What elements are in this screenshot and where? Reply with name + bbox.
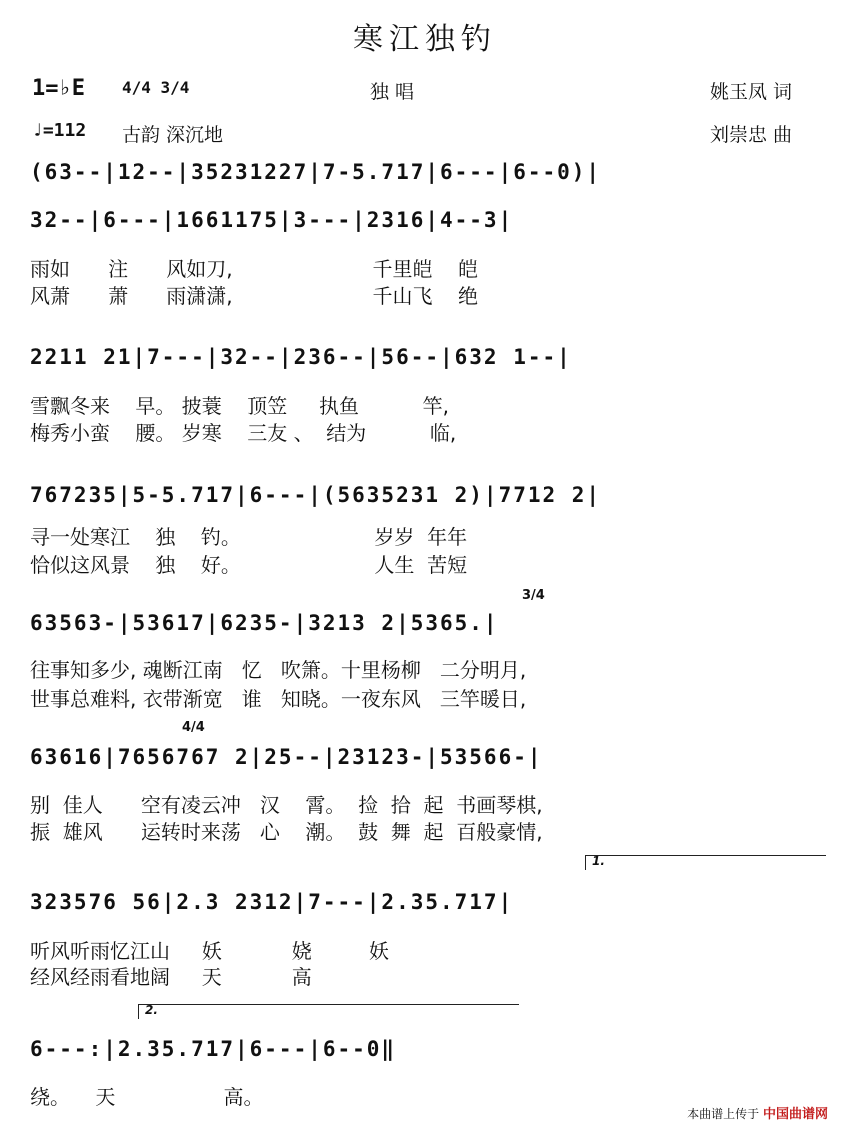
lyric-verse-2: 风萧 萧 雨潇潇, 千山飞 绝	[30, 284, 478, 308]
time-signature: 4/4 3/4	[122, 78, 190, 97]
lyric-verse-1: 绕。 天 高。	[30, 1085, 264, 1109]
notation-line: 63563-|53617|6235-|3213 2|5365.|	[30, 611, 499, 635]
footer-credit	[687, 1103, 828, 1122]
volta-label: 1.	[592, 854, 605, 868]
key-signature: 1=♭E	[32, 76, 85, 101]
lyric-verse-1: 往事知多少, 魂断江南 忆 吹箫。十里杨柳 二分明月,	[30, 658, 527, 682]
notation-line: 6---:|2.35.717|6---|6--0‖	[30, 1037, 397, 1061]
volta-bracket-2	[138, 1004, 519, 1019]
lyric-verse-2: 恰似这风景 独 好。 人生 苦短	[30, 553, 468, 577]
notation-line: 323576 56|2.3 2312|7---|2.35.717|	[30, 890, 514, 914]
song-title: 寒江独钓	[353, 22, 497, 57]
composer-credit: 刘崇忠 曲	[710, 124, 793, 146]
notation-line: 2211 21|7---|32--|236--|56--|632 1--|	[30, 345, 572, 369]
performance-type: 独 唱	[370, 81, 415, 103]
lyricist-credit: 姚玉凤 词	[710, 81, 793, 103]
lyric-verse-2: 振 雄风 运转时来荡 心 潮。 鼓 舞 起 百般豪情,	[30, 820, 543, 844]
volta-label: 2.	[145, 1003, 158, 1017]
lyric-verse-1: 听风听雨忆江山 妖 娆 妖	[30, 939, 389, 963]
volta-bracket-1	[585, 855, 826, 870]
lyric-verse-1: 雪飘冬来 早。 披蓑 顶笠 执鱼 竿,	[30, 394, 449, 418]
expression-marking: 古韵 深沉地	[122, 124, 224, 146]
lyric-verse-2: 经风经雨看地阔 天 高	[30, 965, 312, 989]
notation-line: (63--|12--|35231227|7-5.717|6---|6--0)|	[30, 160, 602, 184]
lyric-verse-1: 寻一处寒江 独 钓。 岁岁 年年	[30, 525, 468, 549]
notation-line: 767235|5-5.717|6---|(5635231 2)|7712 2|	[30, 483, 602, 507]
footer-text: 本曲谱上传于	[687, 1107, 760, 1121]
lyric-verse-1: 雨如 注 风如刀, 千里皑 皑	[30, 257, 478, 281]
meter-change-mark: 3/4	[522, 588, 545, 603]
lyric-verse-2: 世事总难料, 衣带渐宽 谁 知晓。一夜东风 三竿暖日,	[30, 687, 527, 711]
site-logo[interactable]: 中国曲谱网	[762, 1107, 828, 1122]
notation-line: 32--|6---|1661175|3---|2316|4--3|	[30, 208, 514, 232]
tempo-marking: ♩=112	[32, 120, 87, 141]
lyric-verse-2: 梅秀小蛮 腰。 岁寒 三友 、 结为 临,	[30, 421, 457, 445]
notation-line: 63616|7656767 2|25--|23123-|53566-|	[30, 745, 543, 769]
lyric-verse-1: 别 佳人 空有凌云冲 汉 霄。 捡 拾 起 书画琴棋,	[30, 793, 543, 817]
meter-change-mark: 4/4	[182, 720, 205, 735]
